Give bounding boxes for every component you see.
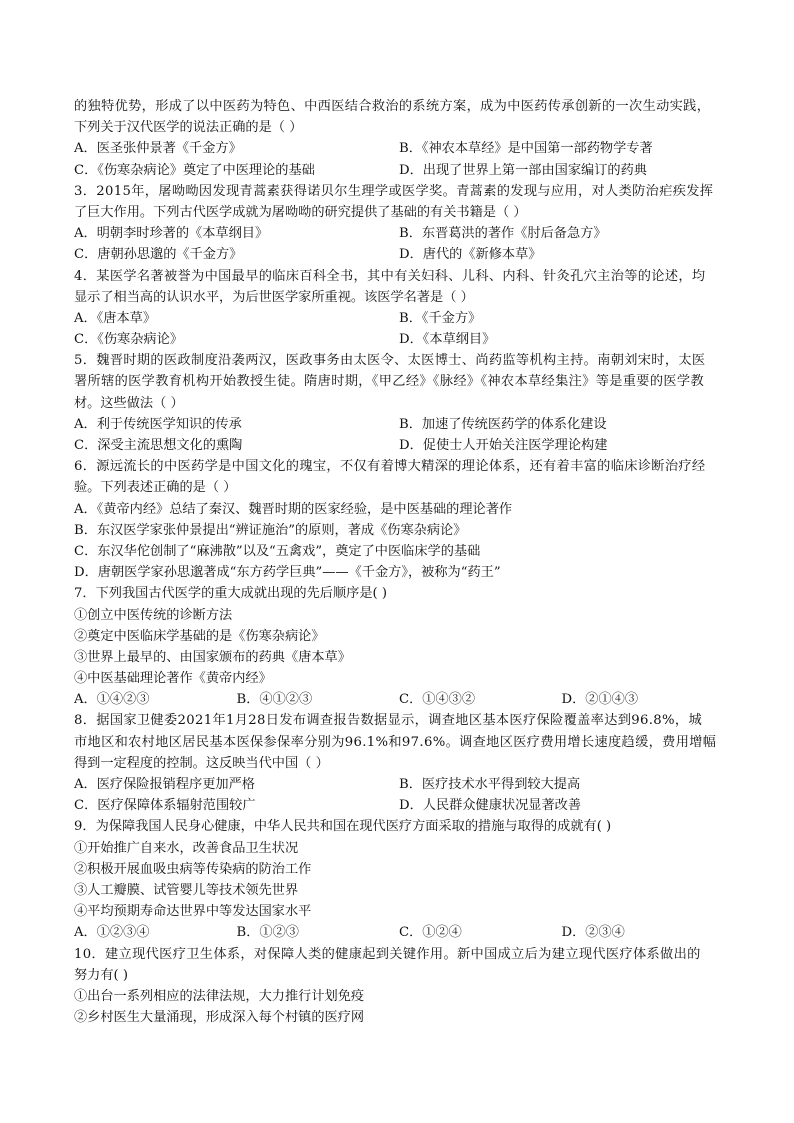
q5-option-d: D．促使士人开始关注医学理论构建 bbox=[399, 438, 608, 453]
q3-option-c: C．唐朝孙思邈的《千金方》 bbox=[74, 247, 243, 263]
q4-line: 显示了相当高的认识水平，为后世医学家所重视。该医学名著是（ ） bbox=[74, 289, 474, 305]
q8-option-d: D．人民群众健康状况显著改善 bbox=[399, 798, 582, 814]
q7-options-row bbox=[74, 689, 724, 710]
q5-line: 署所辖的医学教育机构开始教授生徒。隋唐时期，《甲乙经》《脉经》《神农本草经集注》等是重要的医学教 bbox=[74, 374, 704, 390]
q2-option-a: A．医圣张仲景著《千金方》 bbox=[74, 141, 242, 157]
q9-title: 9．为保障我国人民身心健康，中华人民共和国在现代医疗方面采取的措施与取得的成就有( ) bbox=[74, 819, 612, 835]
q7-option-b: B．④①②③ bbox=[236, 692, 313, 708]
q8-options-row bbox=[74, 795, 724, 816]
q2-line: 的独特优势，形成了以中医药为特色、中西医结合救治的系统方案，成为中医药传承创新的一次生动实践， bbox=[74, 99, 711, 114]
q2-line: 下列关于汉代医学的说法正确的是（ ） bbox=[74, 120, 303, 136]
q3-option-b: B．东晋葛洪的著作《肘后备急方》 bbox=[399, 226, 607, 242]
q8-line: 8．据国家卫健委2021年1月28日发布调查报告数据显示，调查地区基本医疗保险覆盖率达到96.8%，城 bbox=[74, 713, 702, 729]
q6-option-b: B．东汉医学家张仲景提出“辨证施治”的原则，著成《伤寒杂病论》 bbox=[74, 522, 467, 538]
q3-line: 3．2015年，屠呦呦因发现青蒿素获得诺贝尔生理学或医学奖。青蒿素的发现与应用，对人类防治疟疾发挥 bbox=[74, 183, 714, 199]
q4-option-b: B．《千金方》 bbox=[399, 310, 482, 326]
q9-item: ②积极开展血吸虫病等传染病的防治工作 bbox=[74, 861, 312, 877]
q3-option-a: A．明朝李时珍著的《本草纲目》 bbox=[74, 226, 269, 242]
q2-option-d: D．出现了世界上第一部由国家编订的药典 bbox=[399, 162, 647, 178]
q8-line: 得到一定程度的控制。这反映当代中国（ ） bbox=[74, 755, 329, 771]
q2-options-row bbox=[74, 160, 724, 181]
q9-option-a: A．①②③④ bbox=[74, 925, 150, 941]
q7-option-d: D．②①④③ bbox=[561, 692, 639, 708]
q4-option-a: A．《唐本草》 bbox=[74, 310, 157, 326]
q6-line: 验。下列表述正确的是（ ） bbox=[74, 480, 237, 496]
q5-line: 5．魏晋时期的医政制度沿袭两汉，医政事务由太医令、太医博士、尚药监等机构主持。南朝刘宋时，太医 bbox=[74, 353, 706, 369]
q8-option-c: C．医疗保障体系辐射范围较广 bbox=[74, 798, 256, 814]
q6-option-d: D．唐朝医学家孙思邈著成“东方药学巨典”——《千金方》，被称为“药王” bbox=[74, 565, 501, 581]
q5-options-row bbox=[74, 414, 724, 435]
q10-line: 努力有( ) bbox=[74, 967, 129, 983]
q7-option-a: A．①④②③ bbox=[74, 692, 150, 708]
q4-options-row bbox=[74, 308, 724, 329]
q6-option-a: A．《黄帝内经》总结了秦汉、魏晋时期的医家经验，是中医基础的理论著作 bbox=[74, 501, 513, 517]
q4-option-c: C．《伤寒杂病论》 bbox=[74, 332, 183, 348]
q2-option-b: B．《神农本草经》是中国第一部药物学专著 bbox=[399, 141, 653, 157]
q10-item: ①出台一系列相应的法律法规，大力推行计划免疫 bbox=[74, 988, 365, 1004]
q5-option-b: B．加速了传统医药学的体系化建设 bbox=[399, 416, 607, 432]
q5-option-c: C．深受主流思想文化的熏陶 bbox=[74, 438, 243, 453]
q8-options-row bbox=[74, 774, 724, 795]
q4-options-row bbox=[74, 329, 724, 350]
q9-option-c: C．①②④ bbox=[399, 925, 462, 941]
q5-line: 材。这些做法（ ） bbox=[74, 395, 184, 411]
q9-item: ①开始推广自来水，改善食品卫生状况 bbox=[74, 840, 299, 856]
q9-item: ④平均预期寿命达世界中等发达国家水平 bbox=[74, 904, 312, 920]
q10-item: ②乡村医生大量涌现，形成深入每个村镇的医疗网 bbox=[74, 1010, 365, 1026]
q5-options-row bbox=[74, 435, 724, 456]
q9-item: ③人工瓣膜、试管婴儿等技术领先世界 bbox=[74, 882, 299, 898]
q8-option-b: B．医疗技术水平得到较大提高 bbox=[399, 777, 581, 792]
q2-option-c: C．《伤寒杂病论》奠定了中医理论的基础 bbox=[74, 162, 315, 178]
q6-line: 6．源远流长的中医药学是中国文化的瑰宝，不仅有着博大精深的理论体系，还有着丰富的临床诊断治疗经 bbox=[74, 459, 706, 475]
q7-item: ③世界上最早的、由国家颁布的药典《唐本草》 bbox=[74, 649, 351, 665]
q4-option-d: D．《本草纲目》 bbox=[399, 332, 496, 348]
q7-option-c: C．①④③② bbox=[399, 692, 476, 708]
q3-option-d: D．唐代的《新修本草》 bbox=[399, 247, 542, 263]
q8-option-a: A．医疗保险报销程序更加严格 bbox=[74, 777, 255, 792]
q5-option-a: A．利于传统医学知识的传承 bbox=[74, 416, 242, 432]
q3-options-row bbox=[74, 244, 724, 265]
q2-options-row bbox=[74, 138, 724, 159]
q3-options-row bbox=[74, 223, 724, 244]
q7-title: 7．下列我国古代医学的重大成就出现的先后顺序是( ) bbox=[74, 586, 387, 602]
q8-line: 市地区和农村地区居民基本医保参保率分别为96.1%和97.6%。调查地区医疗费用增长速度趋缓，费用增幅 bbox=[74, 734, 717, 750]
q4-line: 4．某医学名著被誉为中国最早的临床百科全书，其中有关妇科、儿科、内科、针灸孔穴主治等的论述，均 bbox=[74, 268, 706, 284]
exam-content bbox=[74, 96, 724, 1028]
q9-option-d: D．②③④ bbox=[561, 925, 625, 941]
q9-option-b: B．①②③ bbox=[236, 925, 299, 941]
q9-options-row bbox=[74, 922, 724, 943]
q3-line: 了巨大作用。下列古代医学成就为屠呦呦的研究提供了基础的有关书籍是（ ） bbox=[74, 204, 527, 220]
q10-line: 10．建立现代医疗卫生体系，对保障人类的健康起到关键作用。新中国成立后为建立现代医疗体系做出的 bbox=[74, 946, 701, 962]
q7-item: ②奠定中医临床学基础的是《伤寒杂病论》 bbox=[74, 628, 325, 644]
q7-item: ④中医基础理论著作《黄帝内经》 bbox=[74, 671, 272, 687]
q6-option-c: C．东汉华佗创制了“麻沸散”以及“五禽戏”，奠定了中医临床学的基础 bbox=[74, 543, 481, 559]
q7-item: ①创立中医传统的诊断方法 bbox=[74, 607, 233, 623]
